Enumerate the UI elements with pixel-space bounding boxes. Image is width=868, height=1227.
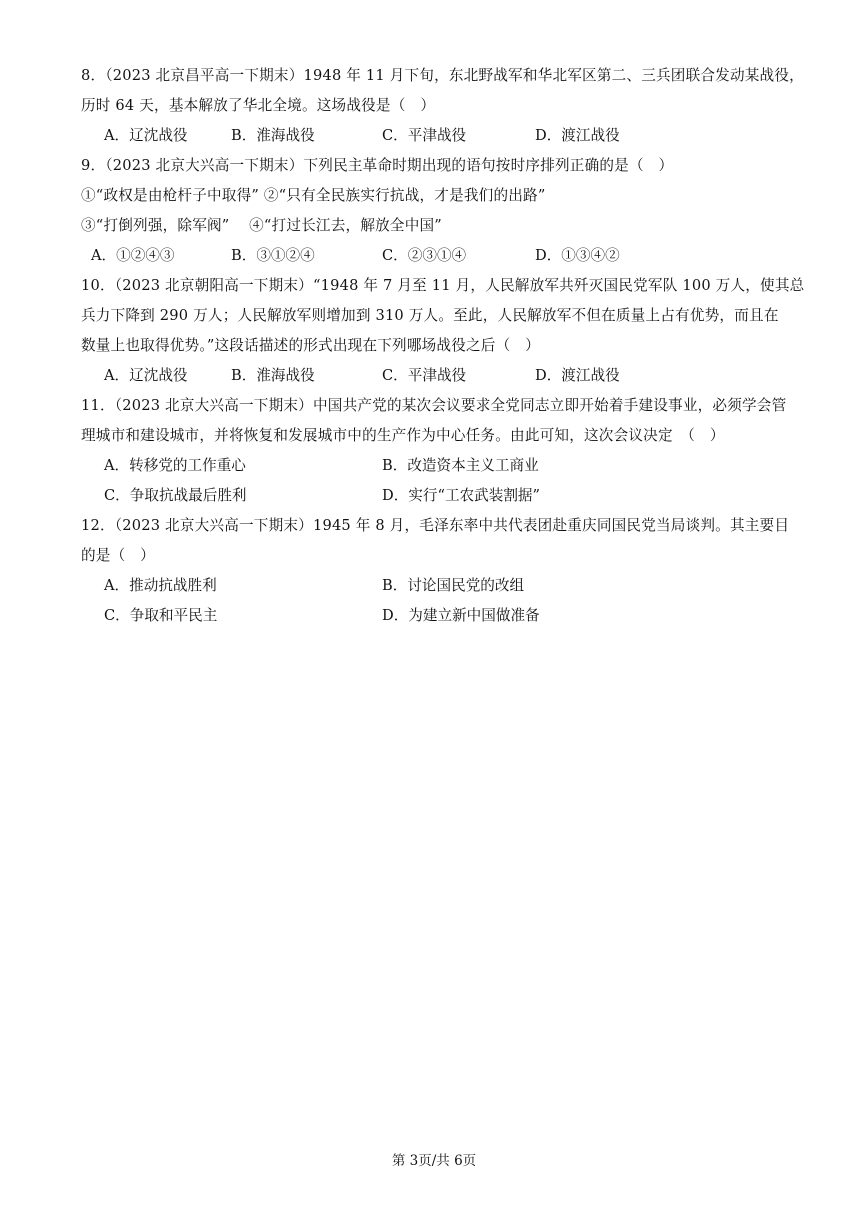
question-9-line-3: ③“打倒列强，除军阀” ④“打过长江去，解放全中国”: [81, 217, 442, 234]
question-11-option-a: A．转移党的工作重心: [104, 457, 246, 474]
page-number-footer: 第 3页/共 6页: [391, 1153, 477, 1169]
question-9-option-b: B．③①②④: [231, 247, 315, 264]
question-12-option-c: C．争取和平民主: [104, 607, 218, 624]
question-12-option-d: D．为建立新中国做准备: [382, 607, 540, 624]
question-8-option-a: A．辽沈战役: [104, 127, 188, 144]
question-10-line-2: 兵力下降到 290 万人；人民解放军则增加到 310 万人。至此，人民解放军不但在质量上占有优势，而且在: [81, 307, 779, 324]
question-10-line-3: 数量上也取得优势。”这段话描述的形式出现在下列哪场战役之后（ ）: [81, 337, 540, 354]
question-11-option-b: B．改造资本主义工商业: [382, 457, 539, 474]
question-8-option-d: D．渡江战役: [535, 127, 620, 144]
question-11-option-d: D．实行“工农武装割据”: [382, 487, 540, 504]
question-9-option-c: C．②③①④: [382, 247, 467, 264]
question-12-option-a: A．推动抗战胜利: [104, 577, 217, 594]
question-9-line-1: 9．（2023 北京大兴高一下期末）下列民主革命时期出现的语句按时序排列正确的是（ ）: [81, 157, 674, 174]
question-12-line-1: 12．（2023 北京大兴高一下期末）1945 年 8 月，毛泽东率中共代表团赴重庆同国民党当局谈判。其主要目: [81, 517, 790, 534]
question-12-line-2: 的是（ ）: [81, 547, 155, 564]
question-9-option-a: A．①②④③: [91, 247, 175, 264]
question-9-line-2: ①“政权是由枪杆子中取得” ②“只有全民族实行抗战，才是我们的出路”: [81, 187, 546, 204]
question-8-option-b: B．淮海战役: [231, 127, 315, 144]
question-10-option-a: A．辽沈战役: [104, 367, 188, 384]
question-10-option-d: D．渡江战役: [535, 367, 620, 384]
question-8-line-1: 8．（2023 北京昌平高一下期末）1948 年 11 月下旬，东北野战军和华北军区第二、三兵团联合发动某战役，: [81, 67, 804, 84]
question-10-line-1: 10．（2023 北京朝阳高一下期末）“1948 年 7 月至 11 月，人民解放军共歼灭国民党军队 100 万人，使其总: [81, 277, 805, 294]
question-12-option-b: B．讨论国民党的改组: [382, 577, 525, 594]
question-8-option-c: C．平津战役: [382, 127, 467, 144]
question-11-option-c: C．争取抗战最后胜利: [104, 487, 247, 504]
question-11-line-2: 理城市和建设城市，并将恢复和发展城市中的生产作为中心任务。由此可知，这次会议决定 （ ）: [81, 427, 725, 444]
question-11-line-1: 11．（2023 北京大兴高一下期末）中国共产党的某次会议要求全党同志立即开始着手建设事业，必须学会管: [81, 397, 787, 414]
question-9-option-d: D．①③④②: [535, 247, 620, 264]
question-10-option-c: C．平津战役: [382, 367, 467, 384]
question-8-line-2: 历时 64 天，基本解放了华北全境。这场战役是（ ）: [81, 97, 436, 114]
question-10-option-b: B．淮海战役: [231, 367, 315, 384]
